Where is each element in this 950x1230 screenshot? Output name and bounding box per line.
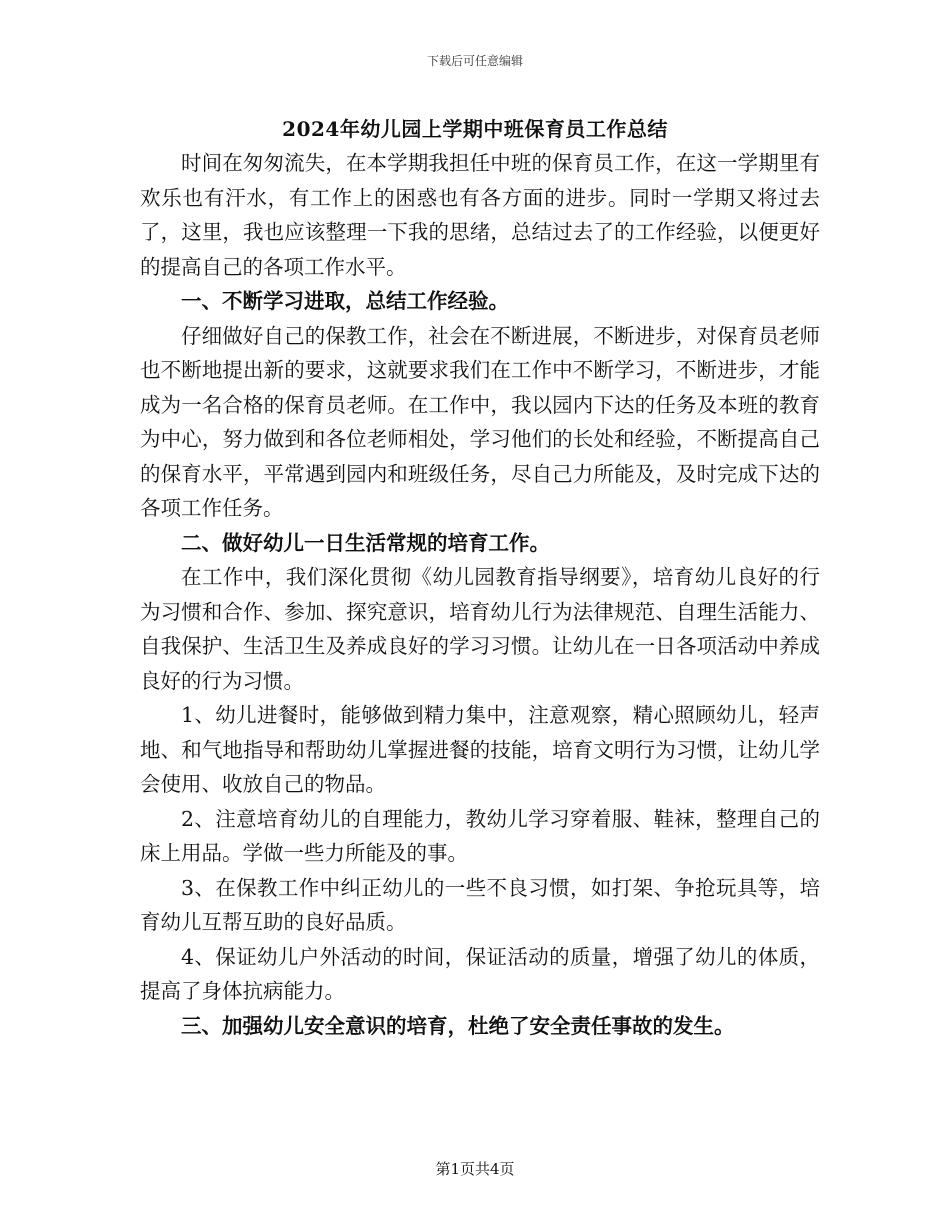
page-number: 第1页共4页 xyxy=(435,1160,515,1178)
document-title: 2024年幼儿园上学期中班保育员工作总结 xyxy=(282,117,668,141)
section-2-paragraph: 在工作中，我们深化贯彻《幼儿园教育指导纲要》，培育幼儿良好的行为习惯和合作、参加、探究意识，培育幼儿行为法律规范、自理生活能力、自我保护、生活卫生及养成良好的学习习惯。让幼儿在一日各项活动中养成良好的行为习惯。 xyxy=(140,565,820,693)
section-1-paragraph: 仔细做好自己的保教工作，社会在不断进展，不断进步，对保育员老师也不断地提出新的要求，这就要求我们在工作中不断学习，不断进步，才能成为一名合格的保育员老师。在工作中，我以园内下达的任务及本班的教育为中心，努力做到和各位老师相处，学习他们的长处和经验，不断提高自己的保育水平，平常遇到园内和班级任务，尽自己力所能及，及时完成下达的各项工作任务。 xyxy=(140,323,820,520)
list-item-3: 3、在保教工作中纠正幼儿的一些不良习惯，如打架、争抢玩具等，培育幼儿互帮互助的良好品质。 xyxy=(140,875,820,934)
section-heading-1: 一、不断学习进取，总结工作经验。 xyxy=(181,289,509,313)
list-item-1: 1、幼儿进餐时，能够做到精力集中，注意观察，精心照顾幼儿，轻声地、和气地指导和帮助幼儿掌握进餐的技能，培育文明行为习惯，让幼儿学会使用、收放自己的物品。 xyxy=(140,703,820,796)
section-heading-2: 二、做好幼儿一日生活常规的培育工作。 xyxy=(181,530,550,555)
page-header-note: 下载后可任意编辑 xyxy=(426,54,523,68)
intro-paragraph: 时间在匆匆流失，在本学期我担任中班的保育员工作，在这一学期里有欢乐也有汗水，有工作上的困惑也有各方面的进步。同时一学期又将过去了，这里，我也应该整理一下我的思绪，总结过去了的工作经验，以便更好的提高自己的各项工作水平。 xyxy=(140,151,820,279)
list-item-2: 2、注意培育幼儿的自理能力，教幼儿学习穿着服、鞋袜，整理自己的床上用品。学做一些力所能及的事。 xyxy=(140,806,820,865)
document-body xyxy=(140,146,820,1043)
section-heading-3: 三、加强幼儿安全意识的培育，杜绝了安全责任事故的发生。 xyxy=(181,1013,735,1038)
list-item-4: 4、保证幼儿户外活动的时间，保证活动的质量，增强了幼儿的体质，提高了身体抗病能力。 xyxy=(140,944,820,1003)
